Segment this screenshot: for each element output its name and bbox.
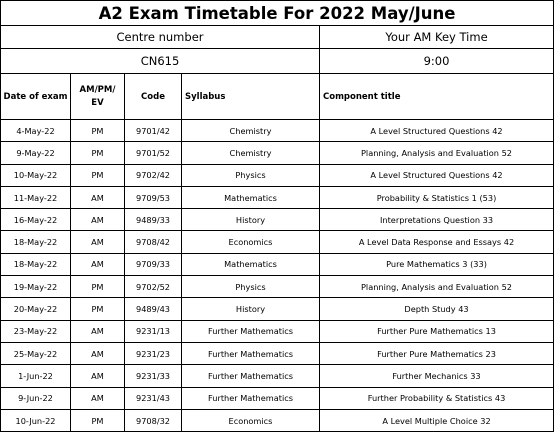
cell-code: 9231/33 bbox=[125, 365, 182, 387]
title-row bbox=[1, 1, 554, 26]
table-row bbox=[1, 253, 554, 275]
exam-rows bbox=[1, 120, 554, 432]
cell-syllabus: History bbox=[182, 298, 320, 320]
cell-code: 9702/52 bbox=[125, 276, 182, 298]
cell-component: Depth Study 43 bbox=[320, 298, 554, 320]
cell-session: AM bbox=[71, 320, 125, 342]
cell-component: Further Probability & Statistics 43 bbox=[320, 387, 554, 409]
cell-session: PM bbox=[71, 142, 125, 164]
cell-code: 9701/52 bbox=[125, 142, 182, 164]
table-row bbox=[1, 209, 554, 231]
cell-session: PM bbox=[71, 120, 125, 142]
cell-date: 19-May-22 bbox=[1, 276, 71, 298]
cell-component: Interpretations Question 33 bbox=[320, 209, 554, 231]
cell-component: Further Mechanics 33 bbox=[320, 365, 554, 387]
cell-component: A Level Data Response and Essays 42 bbox=[320, 231, 554, 253]
info-header-row bbox=[1, 26, 554, 49]
cell-code: 9702/42 bbox=[125, 164, 182, 186]
cell-code: 9489/33 bbox=[125, 209, 182, 231]
cell-syllabus: Economics bbox=[182, 409, 320, 431]
cell-date: 4-May-22 bbox=[1, 120, 71, 142]
column-header-date: Date of exam bbox=[1, 74, 71, 120]
cell-component: Further Pure Mathematics 23 bbox=[320, 342, 554, 364]
table-row bbox=[1, 365, 554, 387]
table-row bbox=[1, 342, 554, 364]
column-header-syllabus: Syllabus bbox=[182, 74, 320, 120]
cell-code: 9709/33 bbox=[125, 253, 182, 275]
table-row bbox=[1, 276, 554, 298]
cell-component: A Level Structured Questions 42 bbox=[320, 120, 554, 142]
cell-session: AM bbox=[71, 253, 125, 275]
centre-number-value: CN615 bbox=[1, 49, 320, 74]
cell-date: 23-May-22 bbox=[1, 320, 71, 342]
cell-component: Pure Mathematics 3 (33) bbox=[320, 253, 554, 275]
cell-code: 9231/23 bbox=[125, 342, 182, 364]
table-row bbox=[1, 164, 554, 186]
table-row bbox=[1, 320, 554, 342]
cell-component: Probability & Statistics 1 (53) bbox=[320, 186, 554, 208]
cell-date: 11-May-22 bbox=[1, 186, 71, 208]
table-row bbox=[1, 298, 554, 320]
column-header-component: Component title bbox=[320, 74, 554, 120]
cell-session: AM bbox=[71, 387, 125, 409]
cell-date: 10-May-22 bbox=[1, 164, 71, 186]
am-key-time-value: 9:00 bbox=[320, 49, 554, 74]
table-row bbox=[1, 186, 554, 208]
cell-session: PM bbox=[71, 298, 125, 320]
cell-date: 10-Jun-22 bbox=[1, 409, 71, 431]
cell-code: 9231/43 bbox=[125, 387, 182, 409]
table-row bbox=[1, 409, 554, 431]
cell-syllabus: Chemistry bbox=[182, 142, 320, 164]
cell-syllabus: Further Mathematics bbox=[182, 342, 320, 364]
cell-code: 9708/32 bbox=[125, 409, 182, 431]
cell-syllabus: History bbox=[182, 209, 320, 231]
cell-syllabus: Chemistry bbox=[182, 120, 320, 142]
table-row bbox=[1, 231, 554, 253]
cell-session: AM bbox=[71, 342, 125, 364]
am-key-time-label: Your AM Key Time bbox=[320, 26, 554, 49]
cell-syllabus: Mathematics bbox=[182, 186, 320, 208]
cell-date: 25-May-22 bbox=[1, 342, 71, 364]
cell-session: PM bbox=[71, 276, 125, 298]
cell-session: PM bbox=[71, 409, 125, 431]
cell-syllabus: Mathematics bbox=[182, 253, 320, 275]
cell-session: AM bbox=[71, 231, 125, 253]
cell-code: 9489/43 bbox=[125, 298, 182, 320]
table-row bbox=[1, 387, 554, 409]
column-header-code: Code bbox=[125, 74, 182, 120]
table-row bbox=[1, 120, 554, 142]
cell-code: 9709/53 bbox=[125, 186, 182, 208]
table-row bbox=[1, 142, 554, 164]
cell-date: 1-Jun-22 bbox=[1, 365, 71, 387]
cell-session: AM bbox=[71, 209, 125, 231]
cell-syllabus: Further Mathematics bbox=[182, 320, 320, 342]
cell-session: AM bbox=[71, 186, 125, 208]
info-value-row bbox=[1, 49, 554, 74]
cell-syllabus: Physics bbox=[182, 276, 320, 298]
cell-syllabus: Economics bbox=[182, 231, 320, 253]
column-header-row bbox=[1, 74, 554, 120]
cell-component: Planning, Analysis and Evaluation 52 bbox=[320, 142, 554, 164]
cell-date: 18-May-22 bbox=[1, 231, 71, 253]
cell-session: AM bbox=[71, 365, 125, 387]
cell-component: Planning, Analysis and Evaluation 52 bbox=[320, 276, 554, 298]
cell-session: PM bbox=[71, 164, 125, 186]
cell-date: 9-Jun-22 bbox=[1, 387, 71, 409]
cell-syllabus: Physics bbox=[182, 164, 320, 186]
cell-syllabus: Further Mathematics bbox=[182, 387, 320, 409]
cell-component: A Level Structured Questions 42 bbox=[320, 164, 554, 186]
cell-date: 18-May-22 bbox=[1, 253, 71, 275]
cell-component: A Level Multiple Choice 32 bbox=[320, 409, 554, 431]
cell-date: 16-May-22 bbox=[1, 209, 71, 231]
cell-code: 9708/42 bbox=[125, 231, 182, 253]
cell-code: 9701/42 bbox=[125, 120, 182, 142]
column-header-session: AM/PM/ EV bbox=[71, 74, 125, 120]
cell-syllabus: Further Mathematics bbox=[182, 365, 320, 387]
cell-date: 9-May-22 bbox=[1, 142, 71, 164]
cell-date: 20-May-22 bbox=[1, 298, 71, 320]
cell-code: 9231/13 bbox=[125, 320, 182, 342]
cell-component: Further Pure Mathematics 13 bbox=[320, 320, 554, 342]
centre-number-label: Centre number bbox=[1, 26, 320, 49]
page-title: A2 Exam Timetable For 2022 May/June bbox=[1, 1, 554, 26]
